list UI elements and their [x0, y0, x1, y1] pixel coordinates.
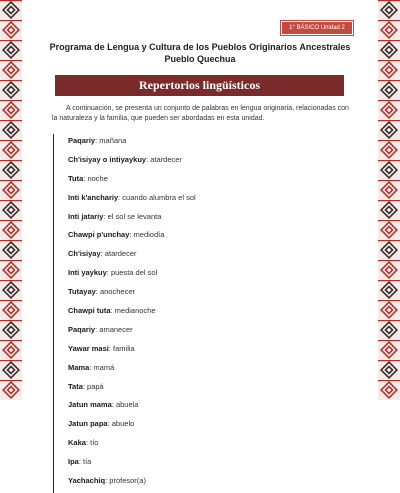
- list-item: [54, 210, 354, 224]
- vocab-term: Paqariy: [68, 324, 96, 334]
- vocab-term: Tutayay: [68, 287, 96, 297]
- right-woven-border: [378, 0, 400, 400]
- vocab-term: Inti jatariy: [68, 211, 104, 221]
- list-item: [54, 474, 354, 488]
- list-item: [54, 398, 354, 412]
- vocab-term: Kaka: [68, 438, 86, 448]
- vocab-gloss: : abuelo: [107, 419, 135, 429]
- vocab-gloss: : puesta del sol: [106, 268, 158, 278]
- woven-pattern-right: [378, 0, 400, 400]
- vocab-term: Tata: [68, 381, 83, 391]
- vocab-gloss: : anochecer: [95, 287, 135, 297]
- list-item: [54, 247, 354, 261]
- list-item: [54, 285, 354, 299]
- vocab-gloss: : medianoche: [110, 306, 156, 316]
- vocab-term: Inti yaykuy: [68, 268, 107, 278]
- list-item: [54, 153, 354, 167]
- vocab-gloss: : tío: [85, 438, 99, 448]
- vocab-term: Chawpi p'unchay: [68, 230, 130, 240]
- vocab-term: Jatun papa: [68, 419, 108, 429]
- intro-paragraph: A continuación, se presenta un conjunto de palabras en lengua originaria, relacionadas con la naturaleza y la familia, que pueden ser abordadas en esta unidad.: [52, 105, 349, 122]
- list-item: [54, 455, 354, 469]
- grade-unit-badge: 1° BÁSICO Unidad 2: [281, 21, 353, 35]
- vocab-term: Paqariy: [68, 136, 96, 145]
- vocab-term: Yawar masi: [68, 343, 109, 353]
- vocab-gloss: : mediodía: [129, 230, 165, 240]
- list-item: [54, 436, 354, 450]
- list-item: [54, 134, 354, 148]
- list-item: [54, 380, 354, 394]
- vocab-gloss: : amanecer: [95, 324, 133, 334]
- vocab-gloss: : cuando alumbra el sol: [118, 192, 196, 202]
- vocab-gloss: : profesor(a): [105, 476, 146, 486]
- program-title-line1: Programa de Lengua y Cultura de los Pueblos Originarios Ancestrales: [49, 42, 351, 52]
- vocab-gloss: : papá: [82, 381, 104, 391]
- list-item: [54, 304, 354, 318]
- program-title-line2: Pueblo Quechua: [164, 54, 236, 64]
- section-title: Repertorios lingüísticos: [55, 75, 344, 96]
- vocab-gloss: : el sol se levanta: [103, 211, 162, 221]
- list-item: [54, 191, 354, 205]
- vocab-term: Tuta: [68, 173, 84, 183]
- vocab-term: Chawpi tuta: [68, 306, 111, 316]
- list-item: [54, 228, 354, 242]
- vocab-term: Ch'isiyay o intiyaykuy: [68, 154, 147, 164]
- vocab-gloss: : mañana: [95, 136, 127, 145]
- program-title: [40, 41, 360, 65]
- vocab-gloss: : abuela: [111, 400, 139, 410]
- vocab-term: Jatun mama: [68, 400, 112, 410]
- woven-pattern-left: [0, 0, 22, 400]
- list-item: [54, 417, 354, 431]
- vocab-gloss: : noche: [83, 173, 108, 183]
- vocab-gloss: : mamá: [89, 362, 115, 372]
- list-item: [54, 361, 354, 375]
- vocab-term: Inti k'anchariy: [68, 192, 119, 202]
- list-item: [54, 266, 354, 280]
- vocab-gloss: : atardecer: [100, 249, 137, 259]
- vocab-term: Ch'isiyay: [68, 249, 101, 259]
- vocab-gloss: : atardecer: [146, 154, 182, 164]
- vocab-gloss: : tía: [78, 457, 92, 467]
- list-item: [54, 172, 354, 186]
- vocab-gloss: : familia: [108, 343, 135, 353]
- list-item: [54, 342, 354, 356]
- vocabulary-list: [53, 134, 354, 493]
- vocab-term: Yachachiq: [68, 476, 106, 486]
- vocab-term: Ipa: [68, 457, 79, 467]
- left-woven-border: [0, 0, 22, 400]
- list-item: [54, 323, 354, 337]
- vocab-term: Mama: [68, 362, 90, 372]
